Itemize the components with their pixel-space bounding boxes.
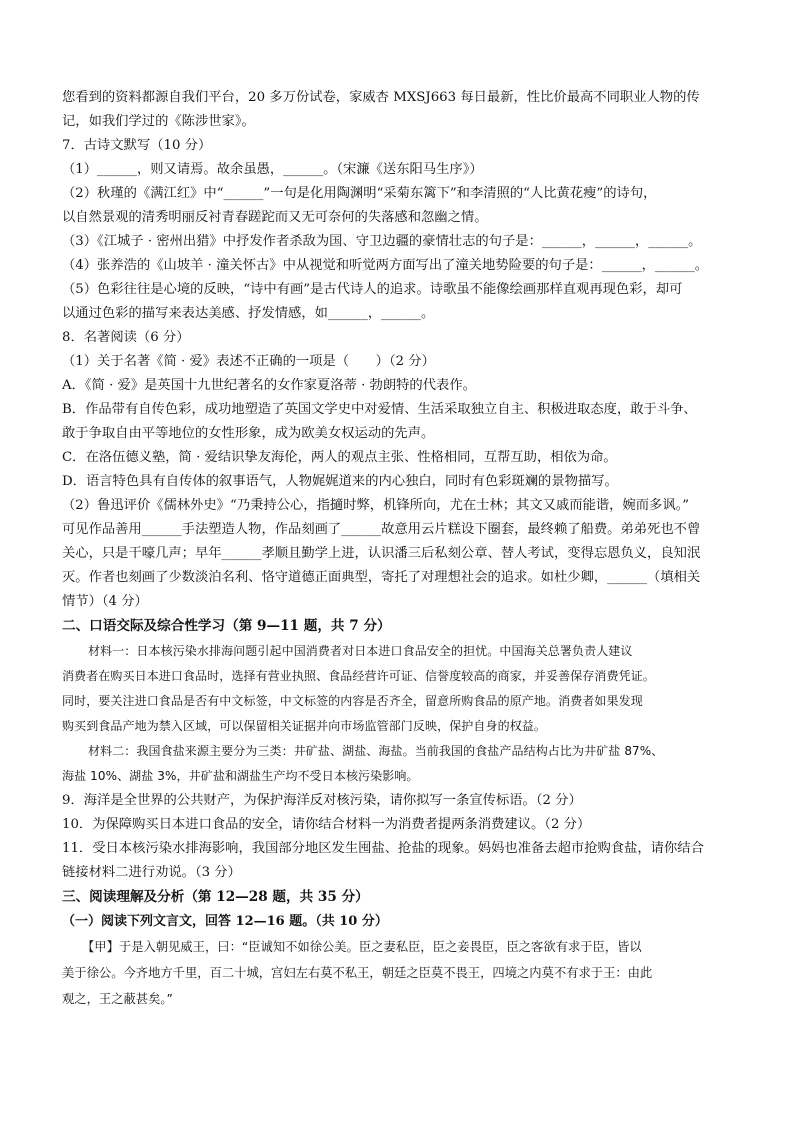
material-line: 海盐 10%、湖盐 3%，井矿盐和湖盐生产均不受日本核污染影响。 — [62, 769, 419, 783]
text-line: 灭。作者也刻画了少数淡泊名利、恪守道德正面典型，寄托了对理想社会的追求。如杜少卿，______（填相关 — [62, 570, 701, 585]
question-8-heading: 8．名著阅读（6 分） — [62, 330, 190, 345]
section-3-heading: 三、阅读理解及分析（第 12—28 题，共 35 分） — [62, 889, 369, 905]
text-line: 链接材料二进行劝说。（3 分） — [62, 865, 241, 880]
material-line: 同时，要关注进口食品是否有中文标签，中文标签的内容是否齐全，留意所购食品的原产地。消费者如果发现 — [62, 694, 643, 708]
text-line: 您看到的资料都源自我们平台，20 多万份试卷，家威杏 MXSJ663 每日最新，性比价最高不同职业人物的传 — [62, 90, 700, 105]
text-line: （1）______，则又请焉。故余虽愚，______。（宋濂《送东阳马生序》） — [62, 162, 483, 177]
classical-text-line: 观之，王之蔽甚矣。” — [62, 992, 173, 1006]
material-line: 材料一：日本核污染水排海问题引起中国消费者对日本进口食品安全的担忧。中国海关总署负责人建议 — [88, 644, 633, 658]
text-line: 关心，只是干嚎几声；早年______孝顺且勤学上进，认识潘三后私刻公章、替人考试，变得忘恩负义，良知泯 — [62, 546, 701, 561]
text-line: （5）色彩往往是心境的反映，“诗中有画”是古代诗人的追求。诗歌虽不能像绘画那样直观再现色彩，却可 — [62, 282, 683, 297]
option-d: D．语言特色具有自传体的叙事语气，人物娓娓道来的内心独白，同时有色彩斑斓的景物描写。 — [62, 474, 618, 489]
text-line: （2）秋瑾的《满江红》中“______”一句是化用陶渊明“采菊东篱下”和李清照的“人比黄花瘦”的诗句， — [62, 186, 657, 201]
text-line: （3）《江城子 · 密州出猎》中抒发作者杀敌为国、守卫边疆的豪情壮志的句子是：______，______，______。 — [62, 234, 702, 249]
text-line: 可见作品善用______手法塑造人物，作品刻画了______故意用云片糕设下圈套，最终赖了船费。弟弟死也不曾 — [62, 522, 701, 537]
material-line: 材料二：我国食盐来源主要分为三类：井矿盐、湖盐、海盐。当前我国的食盐产品结构占比为井矿盐 87%、 — [88, 744, 664, 758]
text-line: 情节）（4 分） — [62, 594, 148, 609]
text-line: 敢于争取自由平等地位的女性形象，成为欧美女权运动的先声。 — [62, 426, 435, 441]
section-2-heading: 二、口语交际及综合性学习（第 9—11 题，共 7 分） — [62, 618, 391, 634]
text-line: （2）鲁迅评价《儒林外史》“乃秉持公心，指擿时弊，机锋所向，尤在士林；其文又戚而能谐，婉而多讽。” — [62, 498, 690, 513]
option-c: C．在洛伍德义塾，简 · 爱结识挚友海伦，两人的观点主张、性格相同，互帮互助，相依为命。 — [62, 450, 617, 465]
text-line: 以自然景观的清秀明丽反衬青春蹉跎而又无可奈何的失落感和忽幽之情。 — [62, 210, 488, 225]
text-line: 记，如我们学过的《陈涉世家》。 — [62, 114, 255, 129]
text-line: （4）张养浩的《山坡羊 · 潼关怀古》中从视觉和听觉两方面写出了潼关地势险要的句子是：______，______。 — [62, 258, 709, 273]
exam-page — [62, 86, 734, 1012]
material-line: 消费者在购买日本进口食品时，选择有营业执照、食品经营许可证、信誉度较高的商家，并妥善保存消费凭证。 — [62, 669, 655, 683]
question-11: 11．受日本核污染水排海影响，我国部分地区发生囤盐、抢盐的现象。妈妈也准备去超市抢购食盐，请你结合 — [62, 841, 704, 856]
question-10: 10．为保障购买日本进口食品的安全，请你结合材料一为消费者提两条消费建议。（2 分） — [62, 817, 591, 832]
question-9: 9．海洋是全世界的公共财产，为保护海洋反对核污染，请你拟写一条宣传标语。（2 分） — [62, 793, 582, 808]
text-line: 以通过色彩的描写来表达美感、抒发情感，如______，______。 — [62, 306, 435, 321]
option-b: B．作品带有自传色彩，成功地塑造了英国文学史中对爱情、生活采取独立自主、积极进取态度，敢于斗争、 — [62, 402, 697, 417]
subsection-1-heading: （一）阅读下列文言文，回答 12—16 题。（共 10 分） — [62, 914, 388, 929]
text-line: （1）关于名著《简 · 爱》表述不正确的一项是（ ）（2 分） — [62, 354, 435, 369]
classical-text-line: 【甲】于是入朝见威王，曰：“臣诚知不如徐公美。臣之妻私臣，臣之妾畏臣，臣之客欲有求于臣，皆以 — [82, 940, 642, 954]
classical-text-line: 美于徐公。今齐地方千里，百二十城，宫妇左右莫不私王，朝廷之臣莫不畏王，四境之内莫不有求于王：由此 — [62, 966, 653, 980]
question-7-heading: 7．古诗文默写（10 分） — [62, 138, 212, 153]
option-a: A．《简 · 爱》是英国十九世纪著名的女作家夏洛蒂 · 勃朗特的代表作。 — [62, 378, 476, 393]
material-line: 购买到食品产地为禁入区域，可以保留相关证据并向市场监管部门反映，保护自身的权益。 — [62, 719, 547, 733]
